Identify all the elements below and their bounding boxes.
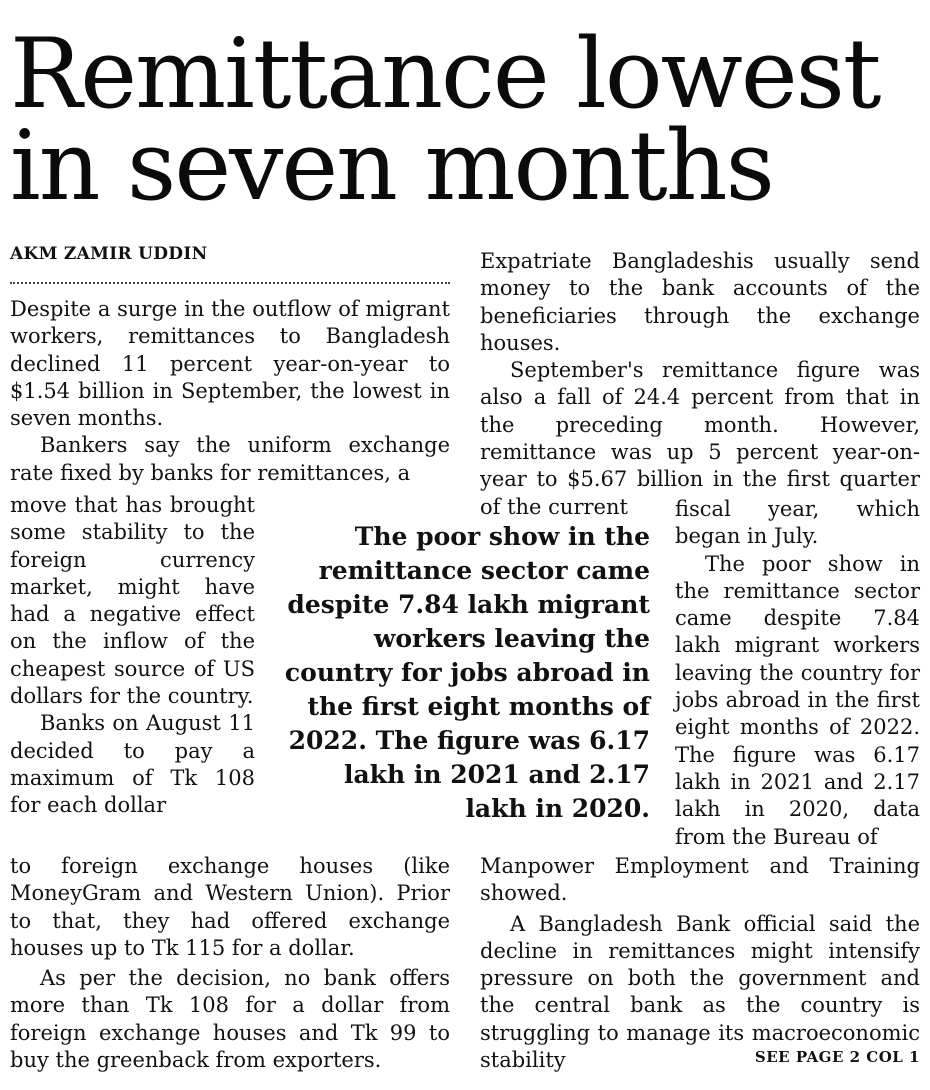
right-paragraph-4: A Bangladesh Bank official said the decline in remittances might intensify pressure on both the government and the central bank as the country is struggling to manage its macroeconomic stability: [480, 911, 920, 1073]
left-column-top: [10, 296, 450, 487]
left-paragraph-2-top: Bankers say the uniform exchange rate fixed by banks for remittances, a: [10, 433, 450, 485]
byline: AKM ZAMIR UDDIN: [10, 244, 208, 264]
right-paragraph-3-narrow: The poor show in the remittance sector came despite 7.84 lakh migrant workers leaving the country for jobs abroad in the first eight months of 2022. The figure was 6.17 lakh in 2021 and 2.17 lakh in 2020, data from the Bureau of: [675, 551, 920, 849]
continuation-link[interactable]: SEE PAGE 2 COL 1: [754, 1048, 920, 1066]
right-column-narrow: [675, 496, 920, 851]
right-paragraph-1: Expatriate Bangladeshis usually send money to the bank accounts of the beneficiaries through the exchange houses.: [480, 249, 920, 355]
right-column-top: [480, 248, 920, 521]
right-paragraph-3-wide: Manpower Employment and Training showed.: [480, 854, 920, 906]
left-column-narrow: [10, 492, 255, 820]
byline-divider: [10, 282, 450, 284]
right-paragraph-2-narrow: fiscal year, which began in July.: [675, 497, 920, 549]
right-paragraph-2: September's remittance figure was also a fall of 24.4 percent from that in the preceding month. However, remittance was up 5 percent year-on-year to $5.67 billion in the first quarter of the current: [480, 358, 920, 519]
left-column-bottom: [10, 853, 450, 1074]
left-paragraph-3-wide: to foreign exchange houses (like MoneyGram and Western Union). Prior to that, they had offered exchange houses up to Tk 115 for a dollar.: [10, 854, 450, 960]
left-paragraph-3-narrow: Banks on August 11 decided to pay a maximum of Tk 108 for each dollar: [10, 711, 255, 818]
pull-quote: The poor show in the remittance sector came despite 7.84 lakh migrant workers leaving the country for jobs abroad in the first eight months of 2022. The figure was 6.17 lakh in 2021 and 2.17 lakh in 2020.: [284, 522, 650, 823]
left-paragraph-2-narrow: move that has brought some stability to the foreign currency market, might have had a negative effect on the inflow of the cheapest source of US dollars for the country.: [10, 493, 255, 709]
right-column-bottom: [480, 853, 920, 1074]
left-paragraph-1: Despite a surge in the outflow of migrant workers, remittances to Bangladesh declined 11 percent year-on-year to $1.54 billion in September, the lowest in seven months.: [10, 297, 450, 431]
headline: Remittance lowest in seven months: [10, 18, 880, 222]
left-paragraph-4: As per the decision, no bank offers more than Tk 108 for a dollar from foreign exchange houses and Tk 99 to buy the greenback from exporters.: [10, 966, 450, 1073]
